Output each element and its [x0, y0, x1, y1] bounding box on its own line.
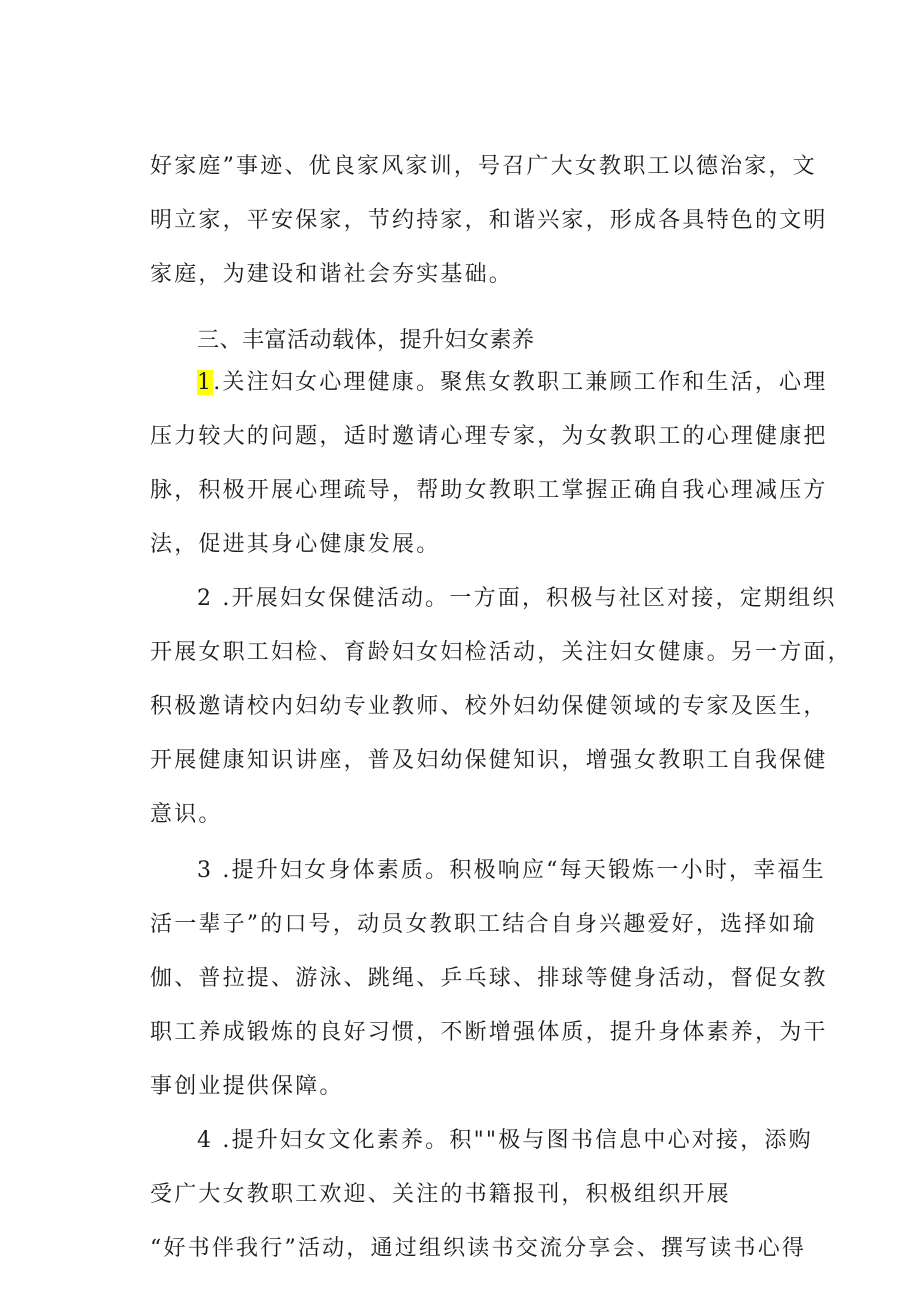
body-line: “好书伴我行”活动，通过组织读书交流分享会、撰写读书心得 [150, 1236, 807, 1261]
body-line: 职工养成锻炼的良好习惯，不断增强体质，提升身体素养，为干 [150, 1020, 828, 1045]
paragraph-4-first-line: 4 .提升妇女文化素养。积""极与图书信息中心对接，添购 [197, 1128, 813, 1153]
body-line: 活一辈子”的口号，动员女教职工结合自身兴趣爱好，选择如瑜 [150, 912, 817, 937]
body-line: 压力较大的问题，适时邀请心理专家，为女教职工的心理健康把 [150, 424, 828, 449]
body-line: 受广大女教职工欢迎、关注的书籍报刊，积极组织开展 [150, 1182, 731, 1207]
highlighted-number: 1 [197, 370, 214, 395]
body-line: 明立家，平安保家，节约持家，和谐兴家，形成各具特色的文明 [150, 208, 828, 233]
paragraph-2-first-line: 2 .开展妇女保健活动。一方面，积极与社区对接，定期组织 [197, 586, 837, 611]
body-line-text: .关注妇女心理健康。聚焦女教职工兼顾工作和生活，心理 [213, 370, 828, 395]
body-line: 好家庭”事迹、优良家风家训，号召广大女教职工以德治家，文 [150, 154, 817, 179]
body-line: 脉，积极开展心理疏导，帮助女教职工掌握正确自我心理减压方 [150, 478, 828, 503]
section-heading: 三、丰富活动载体，提升妇女素养 [197, 328, 535, 353]
body-line: 伽、普拉提、游泳、跳绳、乒乓球、排球等健身活动，督促女教 [150, 966, 828, 991]
body-line: 家庭，为建设和谐社会夯实基础。 [150, 262, 514, 287]
body-line: 法，促进其身心健康发展。 [150, 532, 441, 557]
body-line: 开展女职工妇检、育龄妇女妇检活动，关注妇女健康。另一方面， [150, 640, 852, 665]
body-line: 意识。 [150, 802, 223, 827]
paragraph-1-first-line [197, 368, 827, 398]
paragraph-3-first-line: 3 .提升妇女身体素质。积极响应“每天锻炼一小时，幸福生 [197, 858, 826, 883]
body-line: 事创业提供保障。 [150, 1074, 344, 1099]
body-line: 积极邀请校内妇幼专业教师、校外妇幼保健领域的专家及医生， [150, 694, 828, 719]
body-line: 开展健康知识讲座，普及妇幼保健知识，增强女教职工自我保健 [150, 748, 828, 773]
